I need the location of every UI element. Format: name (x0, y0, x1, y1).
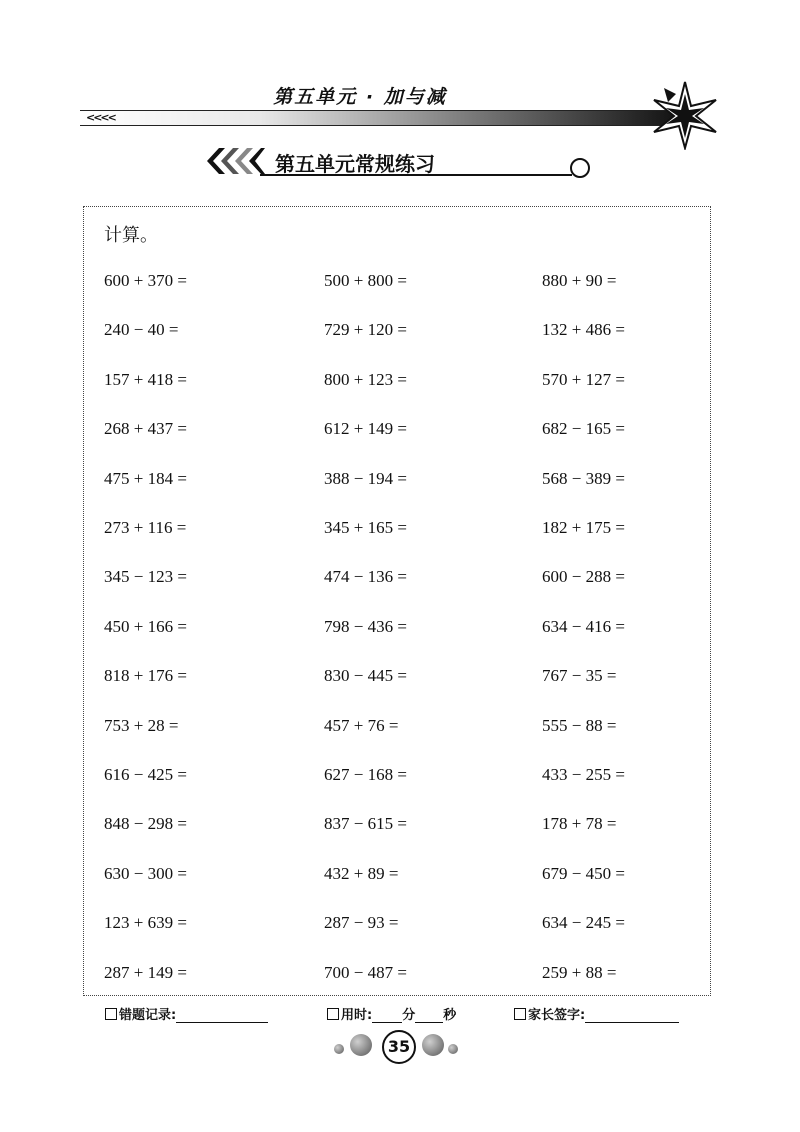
problem-r1-c2: 500 + 800 = (324, 271, 407, 290)
problem-r4-c2: 612 + 149 = (324, 419, 407, 439)
problem-r15-c3: 259 + 88 = (542, 962, 617, 982)
parent-blank[interactable] (585, 1008, 679, 1023)
problem-r9-c3: 767 − 35 = (542, 666, 617, 686)
section-underline (260, 174, 572, 176)
problem-r5-c1: 475 + 184 = (104, 468, 187, 488)
problem-r15-c2: 700 − 487 = (324, 962, 407, 982)
problem-r9-c1: 818 + 176 = (104, 666, 187, 686)
problem-r8-c3: 634 − 416 = (542, 616, 625, 636)
problem-r5-c3: 568 − 389 = (542, 468, 625, 488)
problem-r7-c2: 474 − 136 = (324, 567, 407, 587)
problem-r3-c2: 800 + 123 = (324, 369, 407, 389)
errors-checkbox[interactable] (105, 1008, 117, 1020)
problem-r9-c2: 830 − 445 = (324, 666, 407, 686)
unit-banner (80, 82, 680, 126)
problem-r1-c1: 600 + 370 = (104, 271, 187, 290)
problem-r7-c3: 600 − 288 = (542, 567, 625, 587)
problem-r10-c2: 457 + 76 = (324, 715, 399, 735)
section-title: 第五单元常规练习 (275, 152, 435, 176)
dot-icon (334, 1044, 344, 1054)
problem-r11-c1: 616 − 425 = (104, 765, 187, 784)
problem-r10-c1: 753 + 28 = (104, 715, 179, 735)
problem-r15-c1: 287 + 149 = (104, 962, 187, 982)
parent-checkbox[interactable] (514, 1008, 526, 1020)
problem-r2-c1: 240 − 40 = (104, 320, 179, 340)
arrows-left-icon (205, 146, 265, 176)
problem-r3-c3: 570 + 127 = (542, 369, 625, 389)
time-record (327, 1004, 456, 1023)
problem-r12-c1: 848 − 298 = (104, 814, 187, 834)
problem-r6-c1: 273 + 116 = (104, 518, 187, 537)
seconds-blank[interactable] (415, 1008, 443, 1023)
minutes-label: 分 (402, 1008, 416, 1023)
problem-r13-c1: 630 − 300 = (104, 863, 187, 883)
unit-title: 第五单元 · 加与减 (273, 86, 447, 108)
errors-blank[interactable] (176, 1008, 268, 1023)
dot-icon (350, 1034, 372, 1056)
problem-r11-c3: 433 − 255 = (542, 765, 625, 784)
problem-r14-c2: 287 − 93 = (324, 913, 399, 933)
exercise-box (83, 206, 711, 996)
seconds-label: 秒 (443, 1008, 457, 1023)
problem-r5-c2: 388 − 194 = (324, 468, 407, 488)
problem-r4-c3: 682 − 165 = (542, 419, 625, 439)
dot-icon (422, 1034, 444, 1056)
problem-r8-c1: 450 + 166 = (104, 616, 187, 636)
page-number: 35 (382, 1030, 416, 1064)
problem-r13-c2: 432 + 89 = (324, 863, 399, 883)
problem-r8-c2: 798 − 436 = (324, 616, 407, 636)
circle-icon (570, 158, 590, 178)
problem-r10-c3: 555 − 88 = (542, 715, 617, 735)
instruction: 计算。 (104, 225, 158, 246)
problem-r11-c2: 627 − 168 = (324, 765, 407, 784)
problem-r6-c3: 182 + 175 = (542, 518, 625, 537)
problem-r12-c3: 178 + 78 = (542, 814, 617, 834)
problem-r3-c1: 157 + 418 = (104, 369, 187, 389)
errors-record (105, 1004, 268, 1023)
time-label: 用时: (341, 1008, 373, 1023)
problem-r14-c3: 634 − 245 = (542, 913, 625, 933)
unit-bar (80, 110, 680, 126)
problem-r14-c1: 123 + 639 = (104, 913, 187, 933)
dot-icon (448, 1044, 458, 1054)
star-icon (650, 80, 720, 150)
time-checkbox[interactable] (327, 1008, 339, 1020)
chevron-left-icon: <<<< (86, 111, 115, 124)
problem-r13-c3: 679 − 450 = (542, 863, 625, 883)
page-number-area (330, 1030, 470, 1066)
problem-r1-c3: 880 + 90 = (542, 271, 617, 290)
parent-label: 家长签字: (528, 1008, 586, 1023)
problem-r12-c2: 837 − 615 = (324, 814, 407, 834)
minutes-blank[interactable] (372, 1008, 402, 1023)
section-heading (205, 146, 595, 180)
problem-r2-c2: 729 + 120 = (324, 320, 407, 340)
problem-r2-c3: 132 + 486 = (542, 320, 625, 340)
problem-r7-c1: 345 − 123 = (104, 567, 187, 587)
errors-label: 错题记录: (119, 1008, 177, 1023)
problem-r6-c2: 345 + 165 = (324, 518, 407, 537)
footer (0, 1004, 800, 1028)
parent-signature (514, 1004, 679, 1023)
problem-r4-c1: 268 + 437 = (104, 419, 187, 439)
